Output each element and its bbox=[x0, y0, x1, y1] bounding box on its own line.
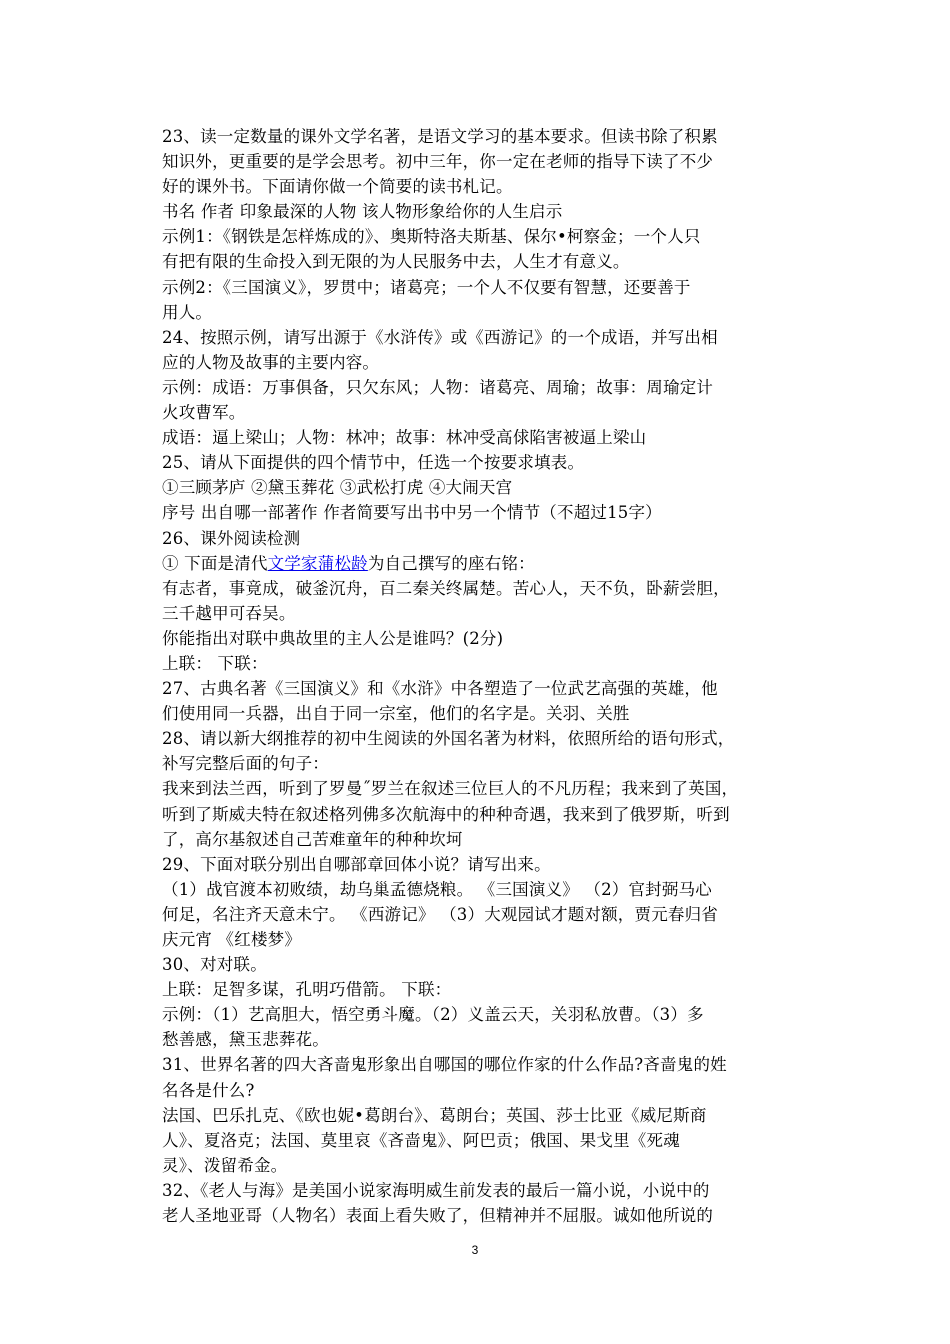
text-line: 知识外，更重要的是学会思考。初中三年，你一定在老师的指导下读了不少 bbox=[162, 152, 714, 172]
text-line: 30、对对联。 bbox=[162, 955, 267, 975]
text-line: 上联： 下联： bbox=[162, 653, 268, 673]
text-line: 书名 作者 印象最深的人物 该人物形象给你的人生启示 bbox=[162, 202, 563, 222]
text-line: 人》、夏洛克；法国、莫里哀《吝啬鬼》、阿巴贡；俄国、果戈里《死魂 bbox=[162, 1130, 680, 1150]
text-line: 何足，名注齐天意未宁。 《西游记》 （3）大观园试才题对额，贾元春归省 bbox=[162, 904, 718, 924]
text-line: 示例2：《三国演义》，罗贯中；诸葛亮；一个人不仅要有智慧，还要善于 bbox=[162, 277, 691, 297]
document-body bbox=[162, 124, 802, 1228]
text-line: 序号 出自哪一部著作 作者简要写出书中另一个情节（不超过15字） bbox=[162, 503, 662, 523]
text-line: 27、古典名著《三国演义》和《水浒》中各塑造了一位武艺高强的英雄，他 bbox=[162, 679, 718, 699]
text-line: 成语：逼上梁山；人物：林冲；故事：林冲受高俅陷害被逼上梁山 bbox=[162, 428, 647, 448]
text-line: 老人圣地亚哥（人物名）表面上看失败了，但精神并不屈服。诚如他所说的 bbox=[162, 1206, 714, 1226]
text-line: 用人。 bbox=[162, 302, 213, 322]
text-line: ①三顾茅庐 ②黛玉葬花 ③武松打虎 ④大闹天宫 bbox=[162, 478, 513, 498]
text-line: 庆元宵 《红楼梦》 bbox=[162, 930, 302, 949]
text-line: 我来到法兰西，听到了罗曼˝罗兰在叙述三位巨人的不凡历程；我来到了英国， bbox=[162, 779, 739, 799]
text-line: 你能指出对联中典故里的主人公是谁吗？(2分) bbox=[162, 628, 504, 648]
text-segment: 为自己撰写的座右铭： bbox=[367, 553, 535, 573]
text-line: 26、课外阅读检测 bbox=[162, 528, 301, 548]
page-number: 3 bbox=[471, 1243, 479, 1257]
text-line: 25、请从下面提供的四个情节中，任选一个按要求填表。 bbox=[162, 453, 585, 473]
text-line: 24、按照示例，请写出源于《水浒传》或《西游记》的一个成语，并写出相 bbox=[162, 327, 718, 347]
text-line: 示例：（1）艺高胆大，悟空勇斗魔。（2）义盖云天，关羽私放曹。（3）多 bbox=[162, 1005, 704, 1025]
text-line: 32、《老人与海》是美国小说家海明威生前发表的最后一篇小说，小说中的 bbox=[162, 1180, 710, 1200]
text-line: 法国、巴乐扎克、《欧也妮•葛朗台》、葛朗台；英国、莎士比亚《威尼斯商 bbox=[162, 1105, 707, 1125]
text-line: 示例：成语：万事俱备，只欠东风；人物：诸葛亮、周瑜；故事：周瑜定计 bbox=[162, 377, 714, 397]
text-line: 29、下面对联分别出自哪部章回体小说？请写出来。 bbox=[162, 854, 551, 874]
text-line: 补写完整后面的句子： bbox=[162, 754, 329, 774]
text-line: 们使用同一兵器，出自于同一宗室，他们的名字是。关羽、关胜 bbox=[162, 704, 630, 724]
author-link[interactable]: 文学家蒲松龄 bbox=[267, 553, 368, 573]
text-line: 了，高尔基叙述自己苦难童年的种种坎坷 bbox=[162, 829, 463, 849]
text-line: 灵》、泼留希金。 bbox=[162, 1155, 288, 1175]
text-line: 火攻曹军。 bbox=[162, 403, 246, 423]
text-line: 应的人物及故事的主要内容。 bbox=[162, 352, 380, 372]
text-line: 28、请以新大纲推荐的初中生阅读的外国名著为材料，依照所给的语句形式， bbox=[162, 729, 735, 749]
text-line: 好的课外书。下面请你做一个简要的读书札记。 bbox=[162, 177, 513, 197]
text-line: 上联：足智多谋，孔明巧借箭。 下联： bbox=[162, 980, 452, 1000]
text-line: 听到了斯威夫特在叙述格列佛多次航海中的种种奇遇，我来到了俄罗斯，听到 bbox=[162, 804, 730, 824]
text-segment: ① 下面是清代 bbox=[162, 553, 268, 573]
text-line: 有把有限的生命投入到无限的为人民服务中去，人生才有意义。 bbox=[162, 252, 630, 272]
text-line: 三千越甲可吞吴。 bbox=[162, 603, 296, 623]
text-line: 愁善感，黛玉悲葬花。 bbox=[162, 1030, 329, 1050]
text-line: 23、读一定数量的课外文学名著，是语文学习的基本要求。但读书除了积累 bbox=[162, 127, 718, 146]
text-line-with-link bbox=[162, 551, 802, 576]
text-line: 有志者，事竟成，破釜沉舟，百二秦关终属楚。苦心人，天不负，卧薪尝胆， bbox=[162, 578, 730, 598]
text-line: （1）战官渡本初败绩，劫乌巢孟德烧粮。 《三国演义》 （2）官封弼马心 bbox=[162, 879, 712, 899]
text-line: 示例1：《钢铁是怎样炼成的》、奥斯特洛夫斯基、保尔•柯察金；一个人只 bbox=[162, 227, 701, 247]
text-line: 名各是什么? bbox=[162, 1080, 255, 1100]
text-line: 31、世界名著的四大吝啬鬼形象出自哪国的哪位作家的什么作品?吝啬鬼的姓 bbox=[162, 1055, 727, 1075]
